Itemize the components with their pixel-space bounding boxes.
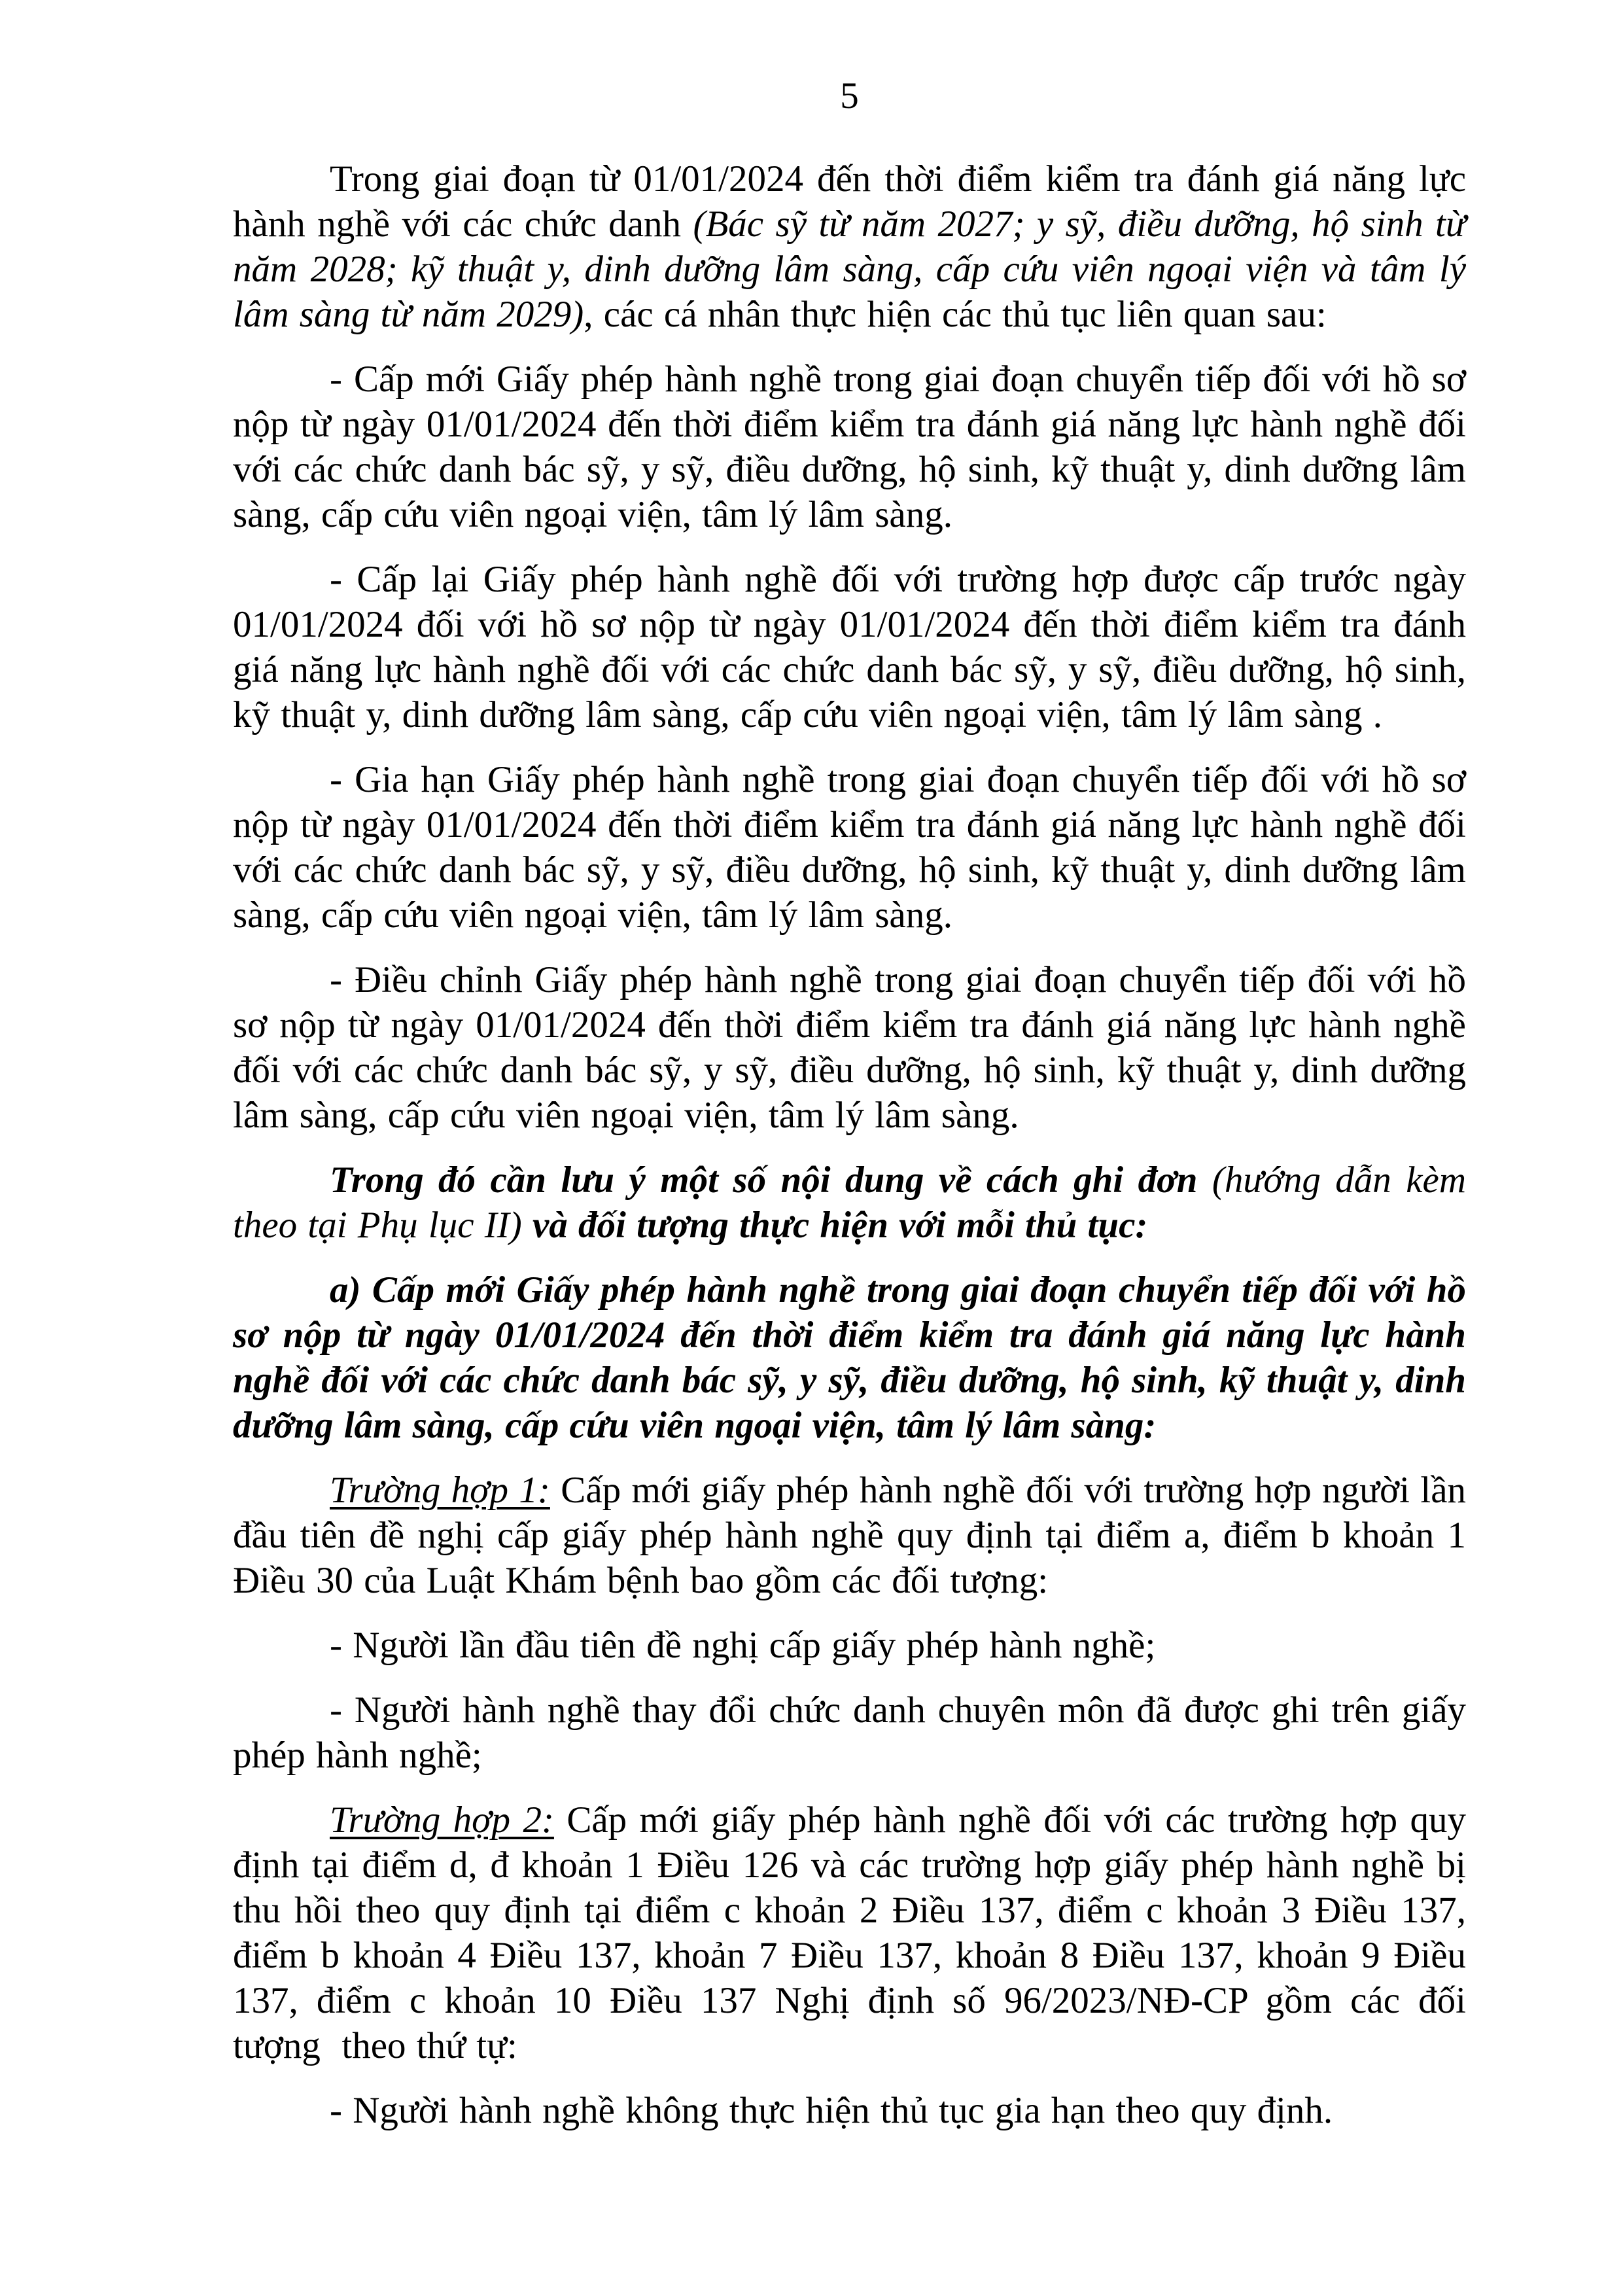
document-body — [233, 156, 1466, 2133]
text-segment: - Cấp lại Giấy phép hành nghề đối với trường hợp được cấp trước ngày 01/01/2024 đối với hồ sơ nộp từ ngày 01/01/2024 đến thời điểm kiểm tra đánh giá năng lực hành nghề đối với các chức danh bác sỹ, y sỹ, điều dưỡng, hộ sinh, kỹ thuật y, dinh dưỡng lâm sàng, cấp cứu viên ngoại viện, tâm lý lâm sàng . — [233, 559, 1466, 735]
text-segment: Trường hợp 2: — [330, 1799, 554, 1841]
text-segment: (hướng dẫn kèm theo tại Phụ lục II) — [233, 1159, 1466, 1246]
text-segment: - Điều chỉnh Giấy phép hành nghề trong giai đoạn chuyển tiếp đối với hồ sơ nộp từ ngày 01/01/2024 đến thời điểm kiểm tra đánh giá năng lực hành nghề đối với các chức danh bác sỹ, y sỹ, điều dưỡng, hộ sinh, kỹ thuật y, dinh dưỡng lâm sàng, cấp cứu viên ngoại viện, tâm lý lâm sàng. — [233, 959, 1466, 1136]
paragraph — [233, 1687, 1466, 1778]
text-segment: Trường hợp 1: — [330, 1470, 550, 1511]
text-segment: Cấp mới giấy phép hành nghề đối với trường hợp người lần đầu tiên đề nghị cấp giấy phép hành nghề quy định tại điểm a, điểm b khoản 1 Điều 30 của Luật Khám bệnh bao gồm các đối tượng: — [233, 1470, 1466, 1601]
paragraph — [233, 757, 1466, 938]
paragraph — [233, 357, 1466, 537]
text-segment: Trong giai đoạn từ 01/01/2024 đến thời điểm kiểm tra đánh giá năng lực hành nghề với các chức danh — [233, 158, 1466, 245]
paragraph — [233, 1623, 1466, 1668]
text-segment: - Người hành nghề không thực hiện thủ tục gia hạn theo quy định. — [330, 2090, 1333, 2131]
paragraph — [233, 156, 1466, 337]
text-segment: và đối tượng thực hiện với mỗi thủ tục: — [521, 1205, 1148, 1246]
paragraph — [233, 1157, 1466, 1248]
paragraph — [233, 2088, 1466, 2133]
text-segment: Trong đó cần lưu ý một số nội dung về cách ghi đơn — [330, 1159, 1212, 1201]
paragraph — [233, 557, 1466, 737]
text-segment: a) Cấp mới Giấy phép hành nghề trong giai đoạn chuyển tiếp đối với hồ sơ nộp từ ngày 01/01/2024 đến thời điểm kiểm tra đánh giá năng lực hành nghề đối với các chức danh bác sỹ, y sỹ, điều dưỡng, hộ sinh, kỹ thuật y, dinh dưỡng lâm sàng, cấp cứu viên ngoại viện, tâm lý lâm sàng: — [233, 1269, 1466, 1446]
page-number: 5 — [840, 75, 859, 116]
text-segment: - Người hành nghề thay đổi chức danh chuyên môn đã được ghi trên giấy phép hành nghề; — [233, 1689, 1466, 1776]
paragraph — [233, 957, 1466, 1138]
paragraph — [233, 1267, 1466, 1448]
text-segment: Cấp mới giấy phép hành nghề đối với các trường hợp quy định tại điểm d, đ khoản 1 Điều 126 và các trường hợp giấy phép hành nghề bị thu hồi theo quy định tại điểm c khoản 2 Điều 137, điểm c khoản 3 Điều 137, điểm b khoản 4 Điều 137, khoản 7 Điều 137, khoản 8 Điều 137, khoản 9 Điều 137, điểm c khoản 10 Điều 137 Nghị định số 96/2023/NĐ-CP gồm các đối tượng theo thứ tự: — [233, 1799, 1466, 2066]
text-segment: - Cấp mới Giấy phép hành nghề trong giai đoạn chuyển tiếp đối với hồ sơ nộp từ ngày 01/01/2024 đến thời điểm kiểm tra đánh giá năng lực hành nghề đối với các chức danh bác sỹ, y sỹ, điều dưỡng, hộ sinh, kỹ thuật y, dinh dưỡng lâm sàng, cấp cứu viên ngoại viện, tâm lý lâm sàng. — [233, 359, 1466, 535]
text-segment: , các cá nhân thực hiện các thủ tục liên quan sau: — [584, 294, 1327, 335]
text-segment: (Bác sỹ từ năm 2027; y sỹ, điều dưỡng, hộ sinh từ năm 2028; kỹ thuật y, dinh dưỡng lâm sàng, cấp cứu viên ngoại viện và tâm lý lâm sàng từ năm 2029) — [233, 203, 1466, 335]
paragraph — [233, 1797, 1466, 2068]
text-segment: - Gia hạn Giấy phép hành nghề trong giai đoạn chuyển tiếp đối với hồ sơ nộp từ ngày 01/01/2024 đến thời điểm kiểm tra đánh giá năng lực hành nghề đối với các chức danh bác sỹ, y sỹ, điều dưỡng, hộ sinh, kỹ thuật y, dinh dưỡng lâm sàng, cấp cứu viên ngoại viện, tâm lý lâm sàng. — [233, 759, 1466, 936]
text-segment: - Người lần đầu tiên đề nghị cấp giấy phép hành nghề; — [330, 1625, 1156, 1666]
paragraph — [233, 1468, 1466, 1603]
